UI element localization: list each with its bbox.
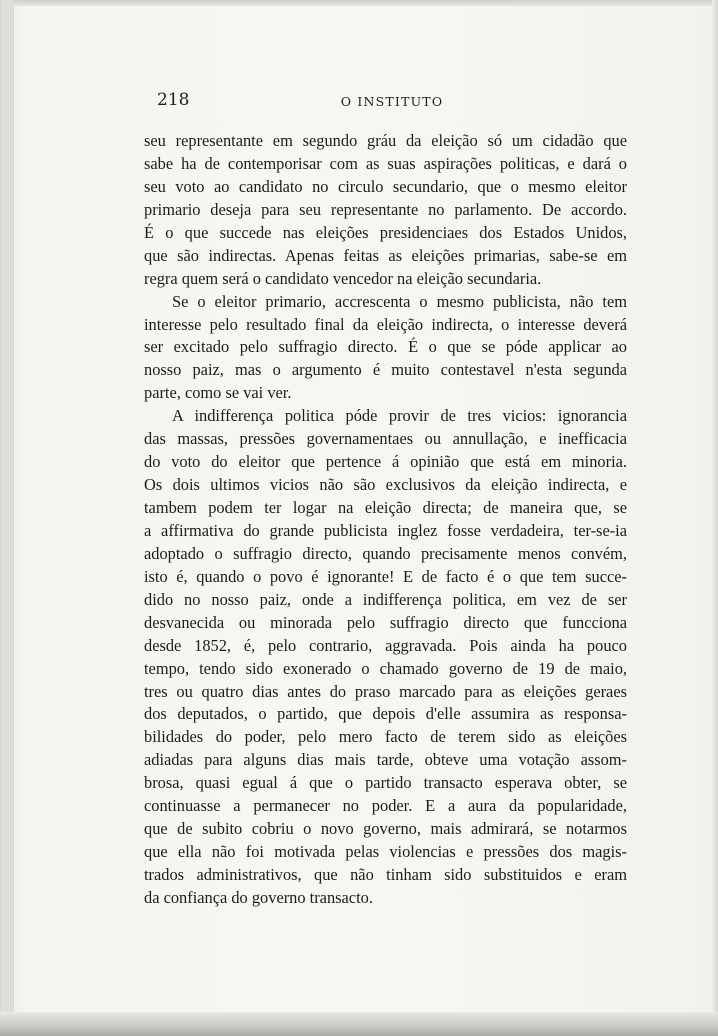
text-line: Os dois ultimos vicios não são exclusivos da eleição indirecta, e [144,475,627,495]
text-line: seu representante em segundo gráu da eleição só um cidadão que [144,131,627,150]
text-line: bilidades do poder, pelo mero facto de terem sido as eleições [144,727,627,747]
page-right-edge [712,0,718,1036]
text-line: da confiança do governo transacto. [144,887,373,907]
text-line: desde 1852, é, pelo contrario, aggravada. Pois ainda ha pouco [144,635,627,655]
text-line: das massas, pressões governamentaes ou annullação, e inefficacia [144,429,627,449]
body-text [144,130,627,910]
text-line: A indifferença politica póde provir de tres vicios: ignorancia [172,406,627,426]
page-number: 218 [157,90,190,110]
page-gutter-edge [0,0,14,1036]
text-line: sabe ha de contemporisar com as suas aspirações politicas, e dará o [144,153,627,173]
text-line: isto é, quando o povo é ignorante! E de facto é o que tem succe- [144,566,627,586]
text-line: adoptado o suffragio directo, quando precisamente menos convém, [144,543,627,563]
page-top-edge [0,0,718,6]
text-line: que são indirectas. Apenas feitas as eleições primarias, sabe-se em [144,245,627,265]
text-line: que ella não foi motivada pelas violencias e pressões dos magis- [144,842,627,862]
text-line: seu voto ao candidato no circulo secundario, que o mesmo eleitor [144,176,627,196]
text-line: brosa, quasi egual á que o partido transacto esperava obter, se [144,773,627,793]
text-line: a affirmativa do grande publicista inglez fosse verdadeira, ter-se-ia [144,520,627,540]
text-line: Se o eleitor primario, accrescenta o mesmo publicista, não tem [172,291,627,311]
text-line: dido no nosso paiz, onde a indifferença politica, em vez de ser [144,589,627,609]
text-line: continuasse a permanecer no poder. E a aura da popularidade, [144,796,627,816]
page-bottom-edge [0,1012,718,1036]
text-line: desvanecida ou minorada pelo suffragio directo que funcciona [144,612,627,632]
running-title: O INSTITUTO [340,94,444,109]
text-line: do voto do eleitor que pertence á opinião que está em minoria. [144,452,627,472]
text-line: parte, como se vai ver. [144,383,292,403]
running-header [157,90,627,112]
text-line: trados administrativos, que não tinham sido substituidos e eram [144,865,627,884]
text-line: tambem podem ter logar na eleição directa; de maneira que, se [144,498,627,517]
text-line: que de subito cobriu o novo governo, mais admirará, se notarmos [144,819,627,839]
text-line: interesse pelo resultado final da eleição indirecta, o interesse deverá [144,314,627,334]
text-line: tempo, tendo sido exonerado o chamado governo de 19 de maio, [144,658,627,678]
text-line: tres ou quatro dias antes do praso marcado para as eleições geraes [144,681,627,701]
text-line: nosso paiz, mas o argumento é muito contestavel n'esta segunda [144,360,627,380]
text-line: adiadas para alguns dias mais tarde, obteve uma votação assom- [144,750,627,770]
text-line: É o que succede nas eleições presidenciaes dos Estados Unidos, [144,222,627,242]
text-line: regra quem será o candidato vencedor na eleição secundaria. [144,268,542,288]
text-line: primario deseja para seu representante no parlamento. De accordo. [144,199,627,219]
text-line: dos deputados, o partido, que depois d'elle assumira as responsa- [144,704,627,724]
text-line: ser excitado pelo suffragio directo. É o que se póde applicar ao [144,337,627,357]
